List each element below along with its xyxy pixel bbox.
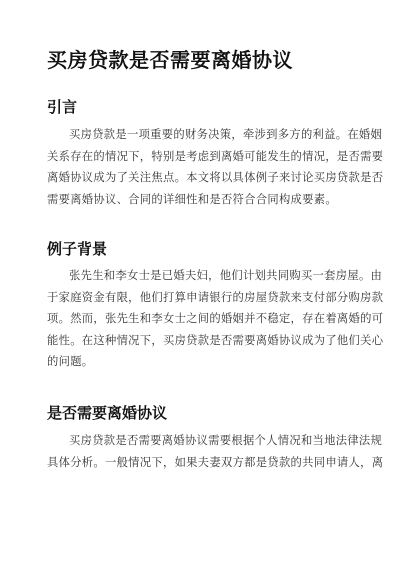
paragraph-line: 能性。在这种情况下，买房贷款是否需要离婚协议成为了他们关心	[47, 333, 384, 347]
paragraph-line: 离婚协议成为了关注焦点。本文将以具体例子来讨论买房贷款是否	[47, 171, 384, 185]
paragraph-line: 买房贷款是否需要离婚协议需要根据个人情况和当地法律法规	[69, 434, 383, 447]
paragraph-line: 买房贷款是一项重要的财务决策，牵涉到多方的利益。在婚姻	[69, 128, 383, 141]
section-paragraph-example-background	[47, 265, 384, 373]
paragraph-line: 需要离婚协议、合同的详细性和是否符合合同构成要素。	[47, 192, 337, 206]
paragraph-line: 项。然而，张先生和李女士之间的婚姻并不稳定，存在着离婚的可	[47, 312, 384, 326]
paragraph-line: 关系存在的情况下，特别是考虑到离婚可能发生的情况，是否需要	[47, 149, 384, 163]
section-paragraph-divorce-agreement	[47, 430, 384, 473]
section-heading-example-background: 例子背景	[47, 240, 108, 258]
section-heading-divorce-agreement: 是否需要离婚协议	[47, 404, 168, 422]
paragraph-line: 具体分析。一般情况下，如果夫妻双方都是贷款的共同申请人，离	[47, 455, 384, 469]
paragraph-line: 张先生和李女士是已婚夫妇，他们计划共同购买一套房屋。由	[69, 269, 383, 282]
paragraph-line: 于家庭资金有限，他们打算申请银行的房屋贷款来支付部分购房款	[47, 290, 384, 304]
document-title: 买房贷款是否需要离婚协议	[47, 48, 293, 72]
section-heading-introduction: 引言	[47, 98, 78, 116]
section-paragraph-introduction	[47, 124, 384, 210]
paragraph-line: 的问题。	[47, 355, 94, 369]
